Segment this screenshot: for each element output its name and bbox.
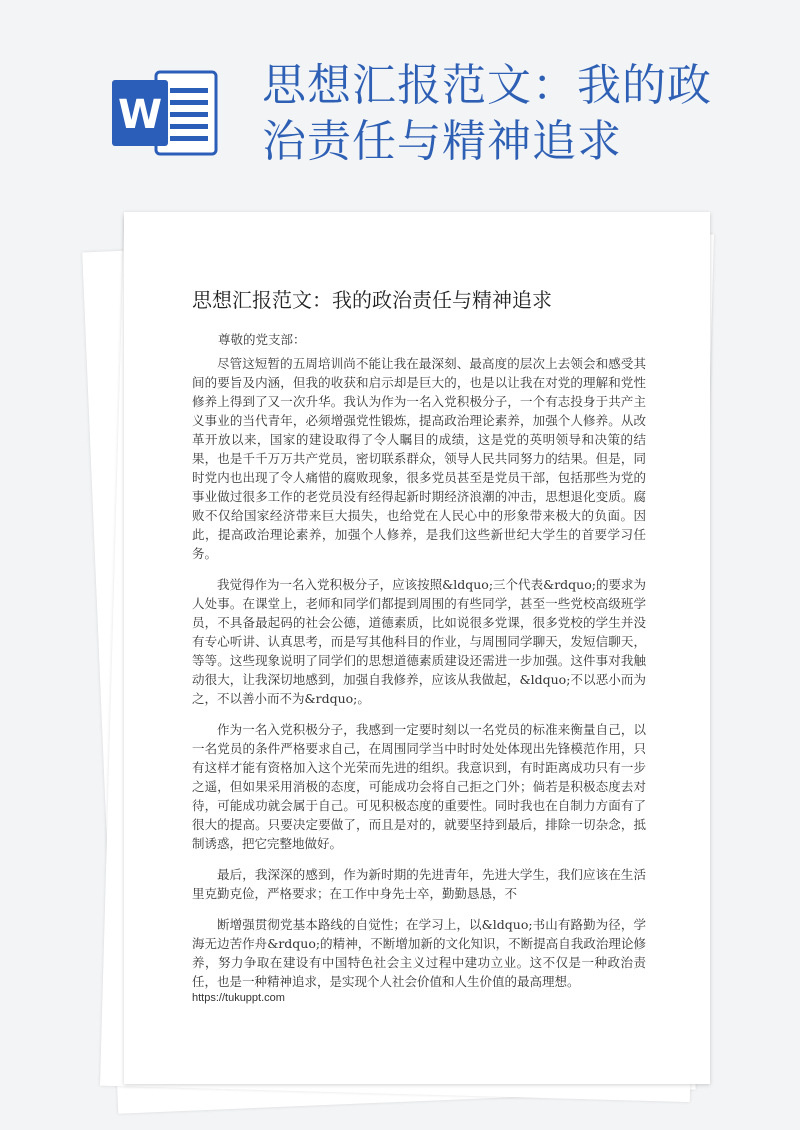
body-paragraph: 断增强贯彻党基本路线的自觉性；在学习上，以&ldquo;书山有路勤为径，学海无边苦作舟&rdquo;的精神，不断增加新的文化知识，不断提高自我政治理论修养，努力争取在建设有中国特色社会主义过程中建功立业。这不仅是一种政治责任，也是一种精神追求，是实现个人社会价值和人生价值的最高理想。 xyxy=(192,917,646,989)
document-url: https://tukuppt.com xyxy=(192,992,285,1004)
document-title: 思想汇报范文：我的政治责任与精神追求 xyxy=(192,288,552,312)
word-icon-letter: W xyxy=(117,92,163,138)
word-document-icon xyxy=(112,70,218,156)
body-paragraph: 作为一名入党积极分子，我感到一定要时刻以一名党员的标准来衡量自己，以一名党员的条件严格要求自己，在周围同学当中时时处处体现出先锋模范作用，只有这样才能有资格加入这个光荣而先进的组织。我意识到，有时距离成功只有一步之遥，但如果采用消极的态度，可能成功会将自己拒之门外；倘若是积极态度去对待，可能成功就会属于自己。可见积极态度的重要性。同时我也在自制力方面有了很大的提高。只要决定要做了，而且是对的，就要坚持到最后，排除一切杂念，抵制诱惑，把它完整地做好。 xyxy=(192,722,646,851)
body-paragraph: 最后，我深深的感到，作为新时期的先进青年，先进大学生，我们应该在生活里克勤克俭，严格要求；在工作中身先士卒，勤勤恳恳，不 xyxy=(192,867,646,901)
document-page xyxy=(124,212,710,1084)
banner-title-line-2: 治责任与精神追求 xyxy=(262,116,622,167)
header-banner xyxy=(0,0,800,200)
document-body xyxy=(192,354,646,1003)
body-paragraph: 尽管这短暂的五周培训尚不能让我在最深刻、最高度的层次上去领会和感受其间的要旨及内涵，但我的收获和启示却是巨大的，也是以让我在对党的理解和党性修养上得到了又一次升华。我认为作为一名入党积极分子，一个有志投身于共产主义事业的当代青年，必须增强党性锻炼，提高政治理论素养，加强个人修养。从改革开放以来，国家的建设取得了令人瞩目的成绩，这是党的英明领导和决策的结果，也是千千万万共产党员，密切联系群众，领导人民共同努力的结果。但是，同时党内也出现了令人痛惜的腐败现象，很多党员甚至是党员干部，包括那些为党的事业做过很多工作的老党员没有经得起新时期经济浪潮的冲击，思想退化变质。腐败不仅给国家经济带来巨大损失，也给党在人民心中的形象带来极大的负面。因此，提高政治理论素养，加强个人修养，是我们这些新世纪大学生的首要学习任务。 xyxy=(192,356,646,561)
banner-title xyxy=(262,58,782,170)
banner-title-line-1: 思想汇报范文：我的政 xyxy=(262,60,712,111)
document-salutation: 尊敬的党支部： xyxy=(218,332,306,347)
body-paragraph: 我觉得作为一名入党积极分子，应该按照&ldquo;三个代表&rdquo;的要求为人处事。在课堂上，老师和同学们都提到周围的有些同学，甚至一些党校高级班学员，不具备最起码的社会公德，道德素质，比如说很多党课，很多党校的学生并没有专心听讲、认真思考，而是写其他科目的作业，与周围同学聊天，发短信聊天，等等。这些现象说明了同学们的思想道德素质建设还需进一步加强。这件事对我触动很大，让我深切地感到，加强自我修养，应该从我做起，&ldquo;不以恶小而为之，不以善小而不为&rdquo;。 xyxy=(192,577,646,706)
